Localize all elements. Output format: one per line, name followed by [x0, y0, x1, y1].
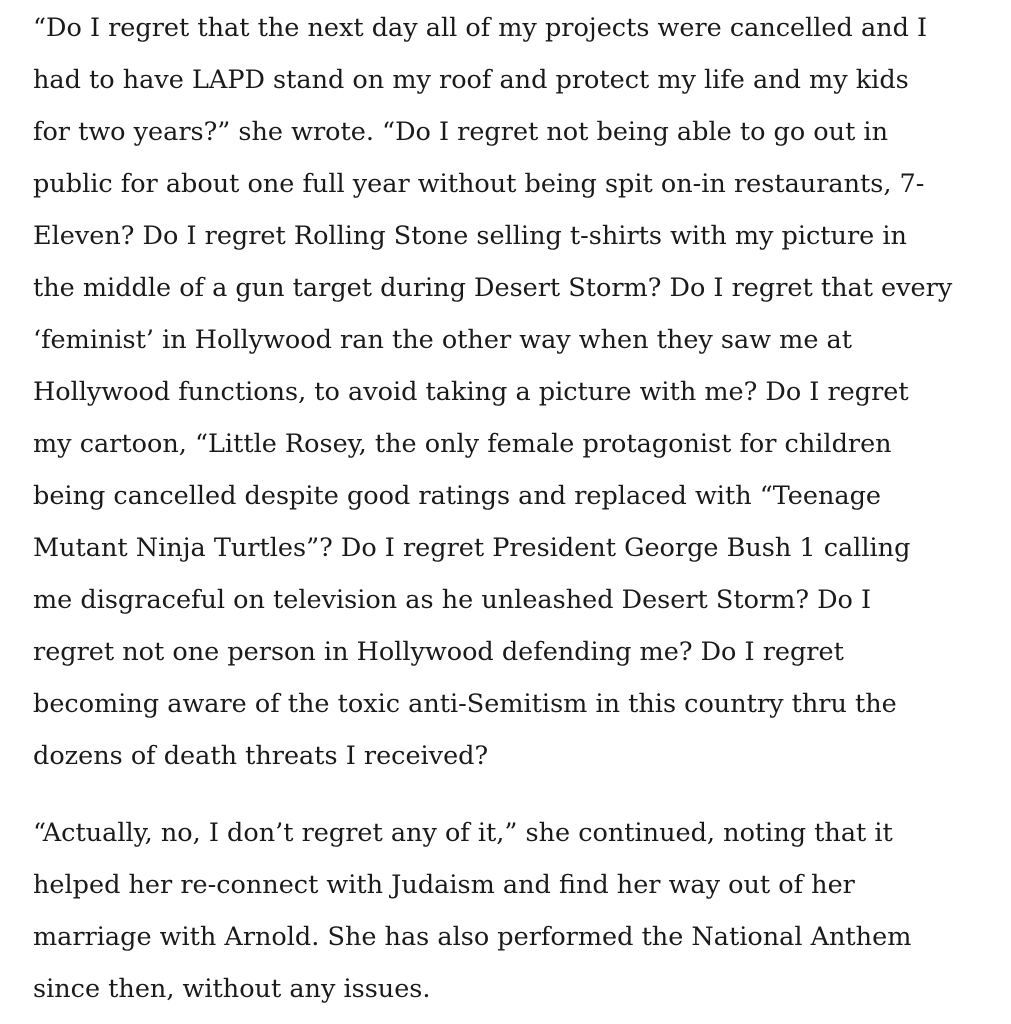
text-line: regret not one person in Hollywood defending me? Do I regret [33, 637, 844, 667]
text-line: dozens of death threats I received? [33, 741, 489, 771]
text-line: my cartoon, “Little Rosey, the only female protagonist for children [33, 429, 892, 459]
text-line: Eleven? Do I regret Rolling Stone selling t-shirts with my picture in [33, 221, 907, 251]
text-line: marriage with Arnold. She has also performed the National Anthem [33, 922, 912, 952]
text-line: since then, without any issues. [33, 974, 431, 1004]
text-line: being cancelled despite good ratings and replaced with “Teenage [33, 481, 882, 511]
text-line: “Actually, no, I don’t regret any of it,” she continued, noting that it [33, 818, 893, 848]
text-line: for two years?” she wrote. “Do I regret not being able to go out in [33, 117, 889, 147]
text-line: public for about one full year without being spit on-in restaurants, 7- [33, 169, 925, 199]
text-line: had to have LAPD stand on my roof and protect my life and my kids [33, 65, 909, 95]
text-line: becoming aware of the toxic anti-Semitism in this country thru the [33, 689, 897, 719]
text-line: the middle of a gun target during Desert Storm? Do I regret that every [33, 273, 953, 303]
text-line: helped her re-connect with Judaism and find her way out of her [33, 870, 855, 900]
article-body [33, 2, 1003, 1015]
quote-paragraph [33, 2, 1003, 782]
text-line: Hollywood functions, to avoid taking a picture with me? Do I regret [33, 377, 909, 407]
text-line: “Do I regret that the next day all of my projects were cancelled and I [33, 13, 928, 43]
followup-paragraph [33, 807, 1003, 1015]
text-line: Mutant Ninja Turtles”? Do I regret President George Bush 1 calling [33, 533, 911, 563]
text-line: me disgraceful on television as he unleashed Desert Storm? Do I [33, 585, 872, 615]
text-line: ‘feminist’ in Hollywood ran the other way when they saw me at [33, 325, 852, 355]
